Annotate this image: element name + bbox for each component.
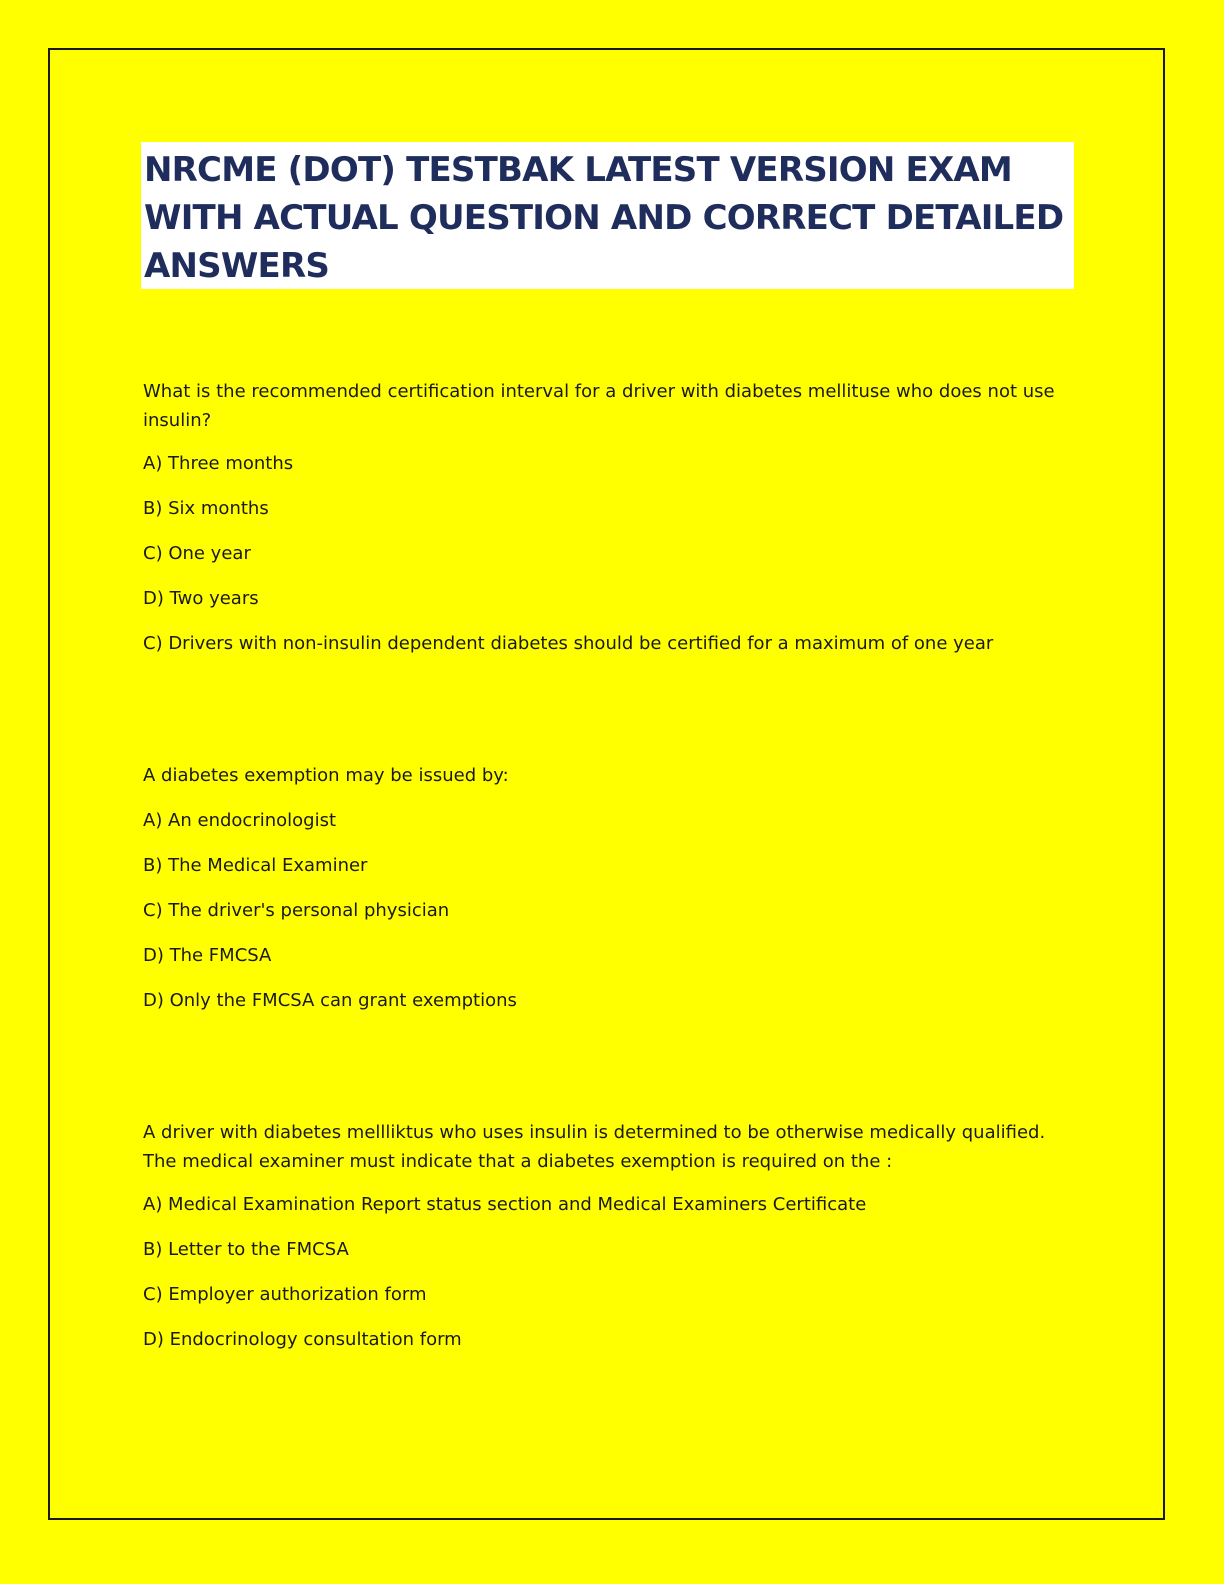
option-a: A) Three months [143,453,294,474]
question-block-2 [143,761,1083,1031]
option-a: A) An endocrinologist [143,810,337,831]
question-block-1 [143,377,1083,674]
option-b: B) Six months [143,498,269,519]
option-b: B) The Medical Examiner [143,855,368,876]
title-box [141,142,1074,289]
answer-text: D) Only the FMCSA can grant exemptions [143,990,517,1011]
option-b: B) Letter to the FMCSA [143,1239,349,1260]
question-text: A diabetes exemption may be issued by: [143,765,509,786]
option-c: C) One year [143,543,251,564]
option-c: C) The driver's personal physician [143,900,450,921]
question-block-3 [143,1118,1083,1370]
option-a: A) Medical Examination Report status section and Medical Examiners Certificate [143,1194,867,1215]
option-d: D) The FMCSA [143,945,272,966]
option-d: D) Endocrinology consultation form [143,1329,462,1350]
question-text: A driver with diabetes mellliktus who uses insulin is determined to be otherwise medically qualified. The medical examiner must indicate that a diabetes exemption is required on the : [143,1122,1046,1172]
question-text: What is the recommended certification interval for a driver with diabetes mellituse who does not use insulin? [143,381,1055,431]
option-d: D) Two years [143,588,259,609]
answer-text: C) Drivers with non-insulin dependent diabetes should be certified for a maximum of one year [143,633,994,654]
document-title: NRCME (DOT) TESTBAK LATEST VERSION EXAM WITH ACTUAL QUESTION AND CORRECT DETAILED ANSWERS [144,150,1064,286]
option-c: C) Employer authorization form [143,1284,427,1305]
